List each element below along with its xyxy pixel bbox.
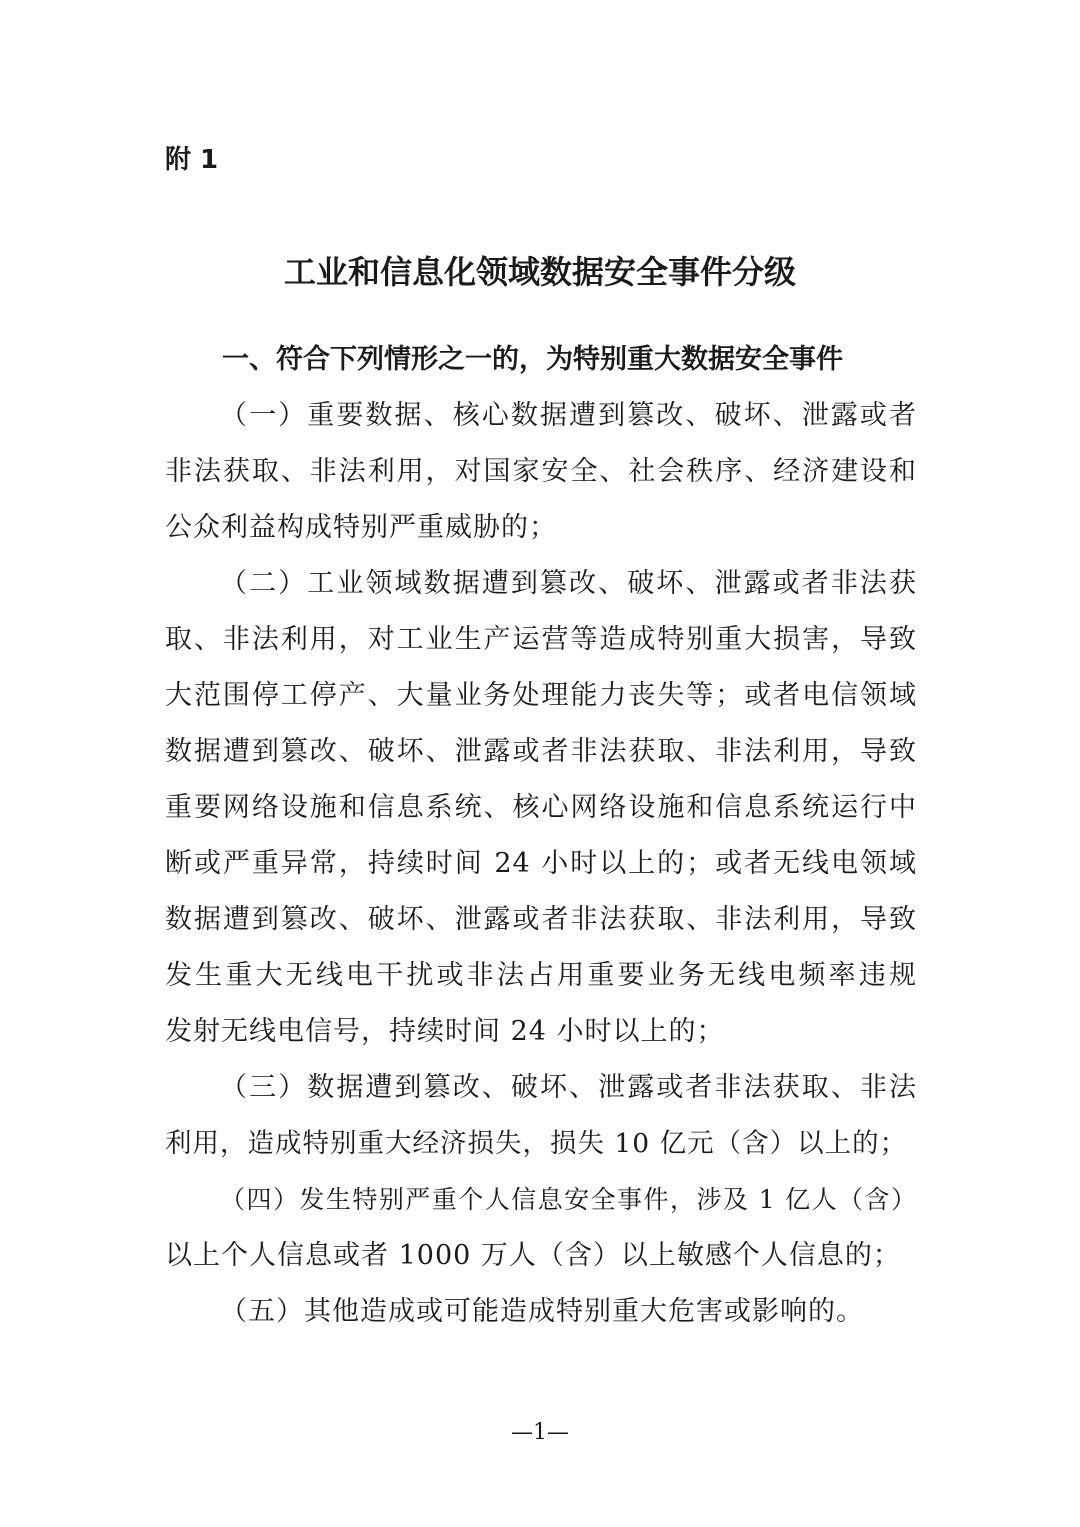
attachment-label: 附 1 xyxy=(165,145,219,175)
paragraph-2-line-2: 取、非法利用，对工业生产运营等造成特别重大损害，导致 xyxy=(165,624,917,655)
paragraph-2-line-8: 发生重大无线电干扰或非法占用重要业务无线电频率违规 xyxy=(165,960,917,991)
paragraph-2-line-6: 断或严重异常，持续时间 24 小时以上的；或者无线电领域 xyxy=(165,848,917,879)
document-title: 工业和信息化领域数据安全事件分级 xyxy=(283,253,796,291)
paragraph-2-line-3: 大范围停工停产、大量业务处理能力丧失等；或者电信领域 xyxy=(165,680,917,711)
paragraph-4-line-1: （四）发生特别严重个人信息安全事件，涉及 1 亿人（含） xyxy=(220,1185,917,1214)
paragraph-1-line-3: 公众利益构成特别严重威胁的； xyxy=(165,512,557,543)
paragraph-2-line-9: 发射无线电信号，持续时间 24 小时以上的； xyxy=(165,1016,725,1047)
paragraph-2-line-5: 重要网络设施和信息系统、核心网络设施和信息系统运行中 xyxy=(165,792,917,823)
paragraph-1-line-2: 非法获取、非法利用，对国家安全、社会秩序、经济建设和 xyxy=(165,456,917,487)
paragraph-3-line-2: 利用，造成特别重大经济损失，损失 10 亿元（含）以上的； xyxy=(165,1128,908,1159)
paragraph-4-line-2: 以上个人信息或者 1000 万人（含）以上敏感个人信息的； xyxy=(165,1240,901,1271)
paragraph-5-line-1: （五）其他造成或可能造成特别重大危害或影响的。 xyxy=(220,1296,864,1327)
paragraph-1-line-1: （一）重要数据、核心数据遭到篡改、破坏、泄露或者 xyxy=(220,400,917,431)
paragraph-3-line-1: （三）数据遭到篡改、破坏、泄露或者非法获取、非法 xyxy=(220,1072,917,1103)
paragraph-2-line-4: 数据遭到篡改、破坏、泄露或者非法获取、非法利用，导致 xyxy=(165,736,917,767)
section-heading: 一、符合下列情形之一的，为特别重大数据安全事件 xyxy=(222,344,843,375)
paragraph-2-line-1: （二）工业领域数据遭到篡改、破坏、泄露或者非法获 xyxy=(220,568,917,599)
paragraph-2-line-7: 数据遭到篡改、破坏、泄露或者非法获取、非法利用，导致 xyxy=(165,904,917,935)
page-number: —1— xyxy=(511,1420,569,1445)
